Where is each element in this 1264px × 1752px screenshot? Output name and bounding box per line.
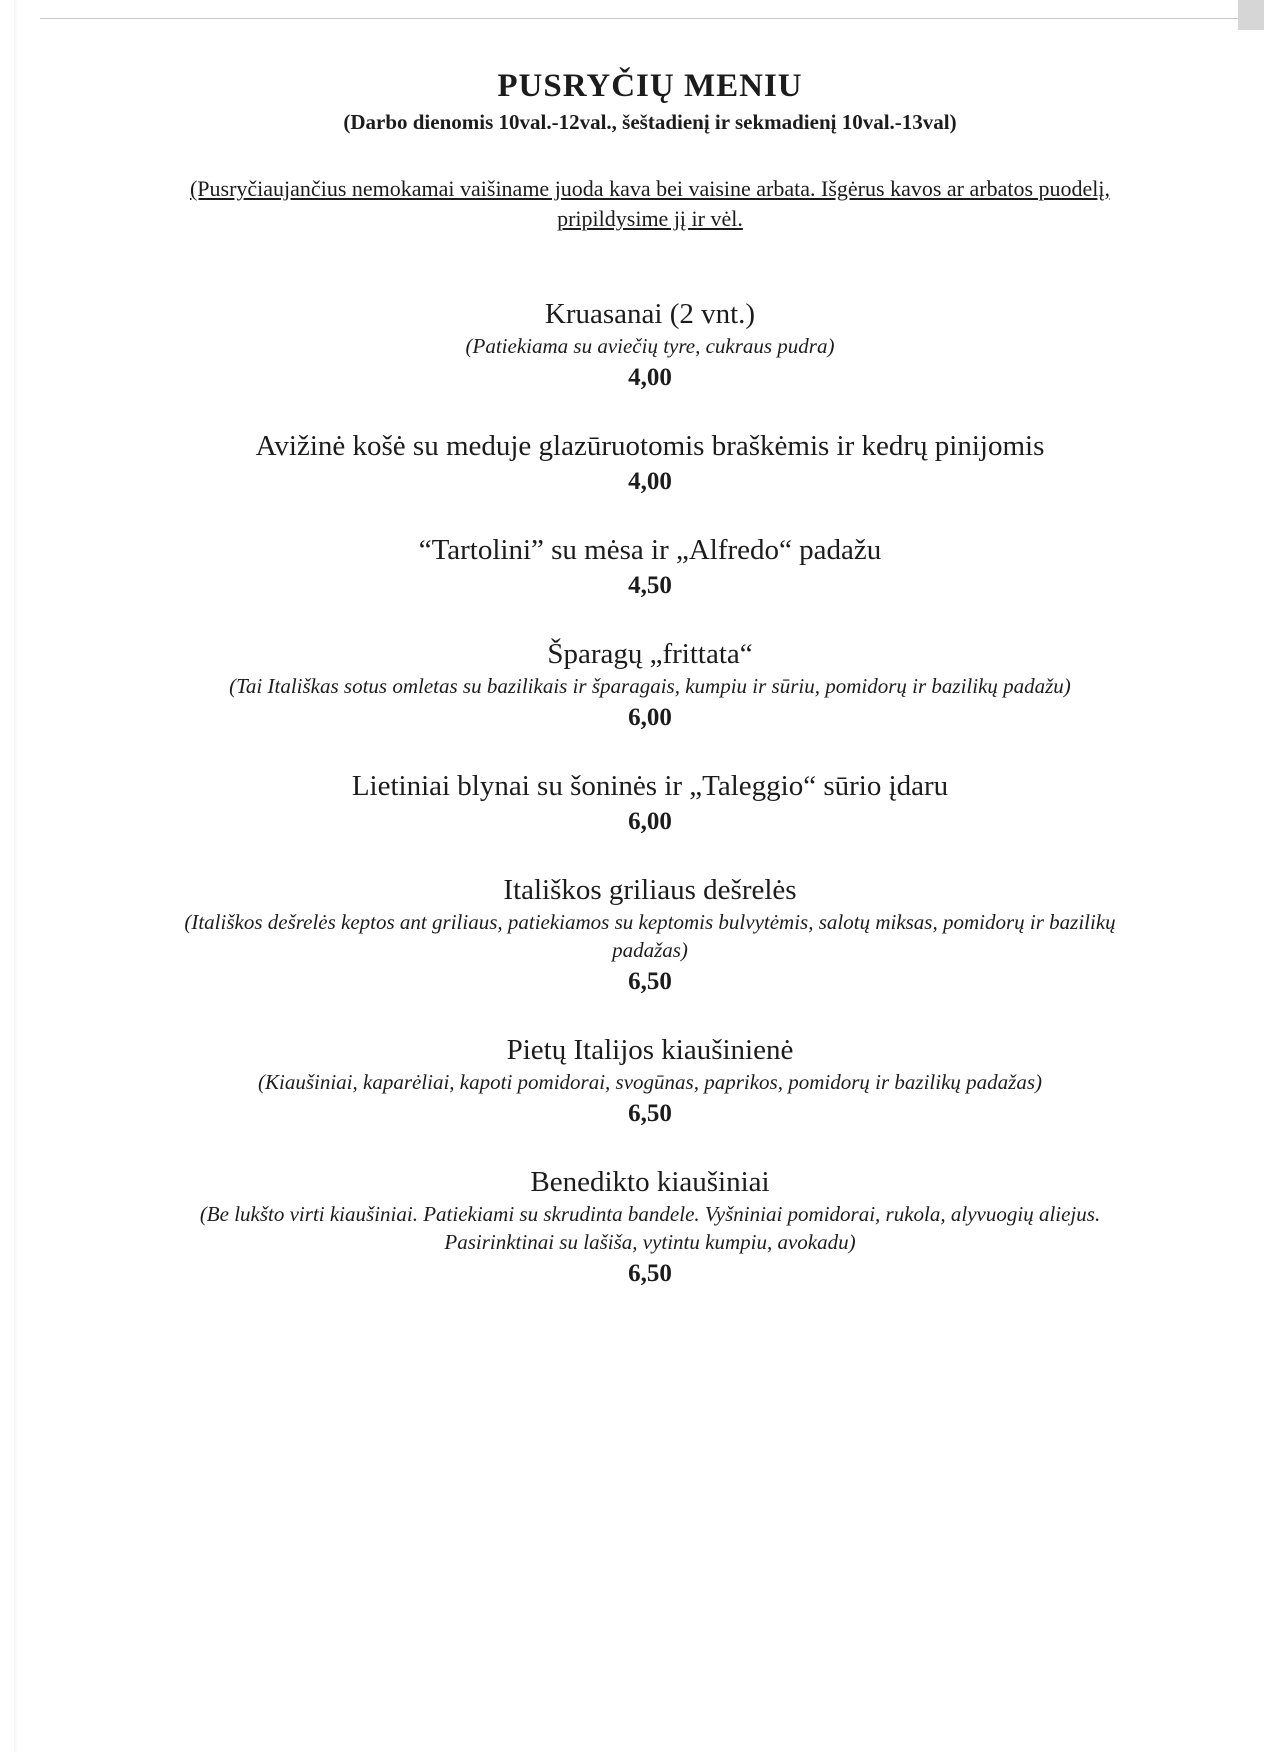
menu-item-description: (Patiekiama su aviečių tyre, cukraus pudra) <box>465 334 835 358</box>
breakfast-menu <box>150 66 1150 1324</box>
menu-item <box>150 1164 1150 1290</box>
menu-item <box>150 1032 1150 1130</box>
menu-item-price: 6,00 <box>628 808 672 835</box>
menu-item-price: 6,50 <box>628 1260 672 1287</box>
menu-item-description: (Tai Itališkas sotus omletas su bazilikais ir šparagais, kumpiu ir sūriu, pomidorų ir bazilikų padažu) <box>229 674 1071 698</box>
menu-item-name: Itališkos griliaus dešrelės <box>503 874 797 906</box>
menu-item-name: Lietiniai blynai su šoninės ir „Taleggio“ sūrio įdaru <box>351 770 949 802</box>
menu-title: PUSRYČIŲ MENIU <box>497 68 803 104</box>
free-coffee-note: (Pusryčiaujančius nemokamai vaišiname juoda kava bei vaisine arbata. Išgėrus kavos ar arbatos puodelį, pripildysime jį ir vėl. <box>189 176 1111 231</box>
scan-corner <box>1238 0 1264 30</box>
scan-edge-left <box>14 0 18 1752</box>
scan-edge-top <box>40 18 1240 19</box>
menu-item-price: 6,50 <box>628 1100 672 1127</box>
menu-item <box>150 636 1150 734</box>
menu-item <box>150 532 1150 602</box>
menu-item-price: 6,00 <box>628 704 672 731</box>
menu-item-name: “Tartolini” su mėsa ir „Alfredo“ padažu <box>418 534 882 566</box>
menu-item-description: (Be lukšto virti kiaušiniai. Patiekiami su skrudinta bandele. Vyšniniai pomidorai, rukola, alyvuogių aliejus. Pasirinktinai su lašiša, vytintu kumpiu, avokadu) <box>199 1202 1101 1254</box>
menu-item-price: 4,00 <box>628 468 672 495</box>
menu-item <box>150 768 1150 838</box>
menu-item <box>150 872 1150 998</box>
menu-item <box>150 296 1150 394</box>
menu-item-price: 4,50 <box>628 572 672 599</box>
menu-item-name: Kruasanai (2 vnt.) <box>544 298 756 330</box>
menu-item-name: Avižinė košė su meduje glazūruotomis braškėmis ir kedrų pinijomis <box>255 430 1045 462</box>
menu-item-name: Šparagų „frittata“ <box>547 638 753 670</box>
menu-item-description: (Kiaušiniai, kaparėliai, kapoti pomidorai, svogūnas, paprikos, pomidorų ir bazilikų padažas) <box>257 1070 1042 1094</box>
menu-item-description: (Itališkos dešrelės keptos ant griliaus, patiekiamos su keptomis bulvytėmis, salotų miksas, pomidorų ir bazilikų padažas) <box>184 910 1116 962</box>
menu-items <box>150 296 1150 1290</box>
menu-item <box>150 428 1150 498</box>
menu-item-name: Pietų Italijos kiaušinienė <box>506 1034 794 1066</box>
menu-item-price: 6,50 <box>628 968 672 995</box>
menu-item-price: 4,00 <box>628 364 672 391</box>
menu-item-name: Benedikto kiaušiniai <box>530 1166 770 1198</box>
menu-hours: (Darbo dienomis 10val.-12val., šeštadienį ir sekmadienį 10val.-13val) <box>343 110 957 134</box>
